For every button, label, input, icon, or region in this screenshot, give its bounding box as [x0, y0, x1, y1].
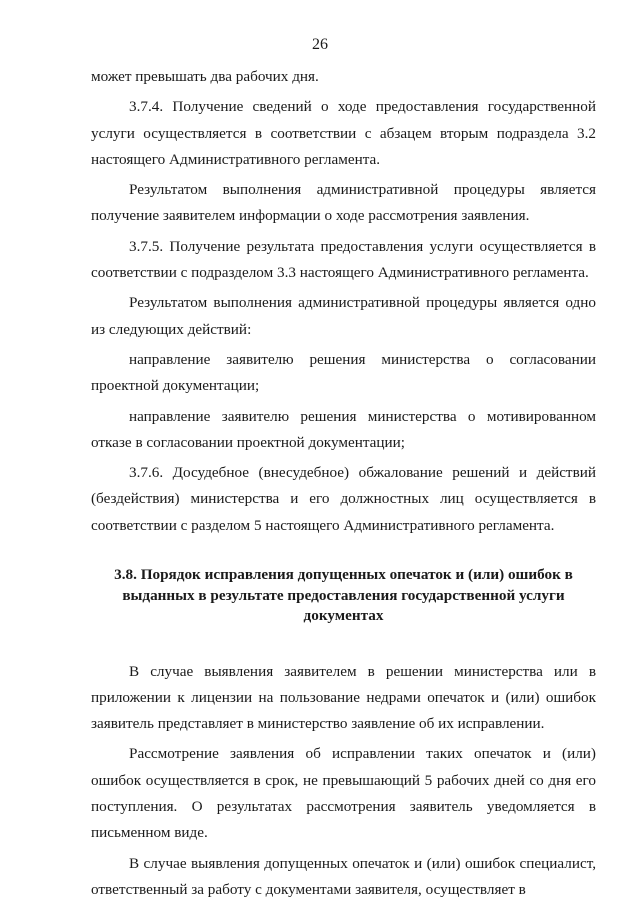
section-heading-3-8: 3.8. Порядок исправления допущенных опечаток и (или) ошибок в выданных в результате предоставления государственной услуги документах	[114, 566, 573, 625]
paragraph-3-8-correction: В случае выявления допущенных опечаток и (или) ошибок специалист, ответственный за работу с документами заявителя, осуществляет в	[91, 854, 596, 898]
paragraph-3-7-4: 3.7.4. Получение сведений о ходе предоставления государственной услуги осуществляется в соответствии с абзацем вторым подраздела 3.2 настоящего Административного регламента.	[91, 98, 596, 168]
paragraph-result-3-7-4: Результатом выполнения административной процедуры является получение заявителем информации о ходе рассмотрения заявления.	[91, 181, 596, 225]
paragraph-continuation: может превышать два рабочих дня.	[91, 68, 319, 85]
list-item-approval: направление заявителю решения министерства о согласовании проектной документации;	[91, 350, 596, 395]
paragraph-3-8-application: В случае выявления заявителем в решении министерства или в приложении к лицензии на пользование недрами опечаток и (или) ошибок заявитель представляет в министерство заявление об их исправлении.	[91, 662, 596, 733]
page-body	[91, 64, 596, 903]
list-item-refusal: направление заявителю решения министерства о мотивированном отказе в согласовании проектной документации;	[91, 407, 596, 451]
paragraph-3-7-5: 3.7.5. Получение результата предоставления услуги осуществляется в соответствии с подразделом 3.3 настоящего Административного регламента.	[91, 237, 596, 282]
paragraph-result-3-7-5: Результатом выполнения административной процедуры является одно из следующих действий:	[91, 294, 596, 338]
paragraph-3-8-review: Рассмотрение заявления об исправлении таких опечаток и (или) ошибок осуществляется в срок, не превышающий 5 рабочих дней со дня его поступления. О результатах рассмотрения заявитель уведомляется в письменном виде.	[91, 745, 596, 842]
page-number: 26	[312, 36, 328, 53]
paragraph-3-7-6: 3.7.6. Досудебное (внесудебное) обжалование решений и действий (бездействия) министерства и его должностных лиц осуществляется в соответствии с разделом 5 настоящего Административного регламента.	[91, 464, 596, 534]
